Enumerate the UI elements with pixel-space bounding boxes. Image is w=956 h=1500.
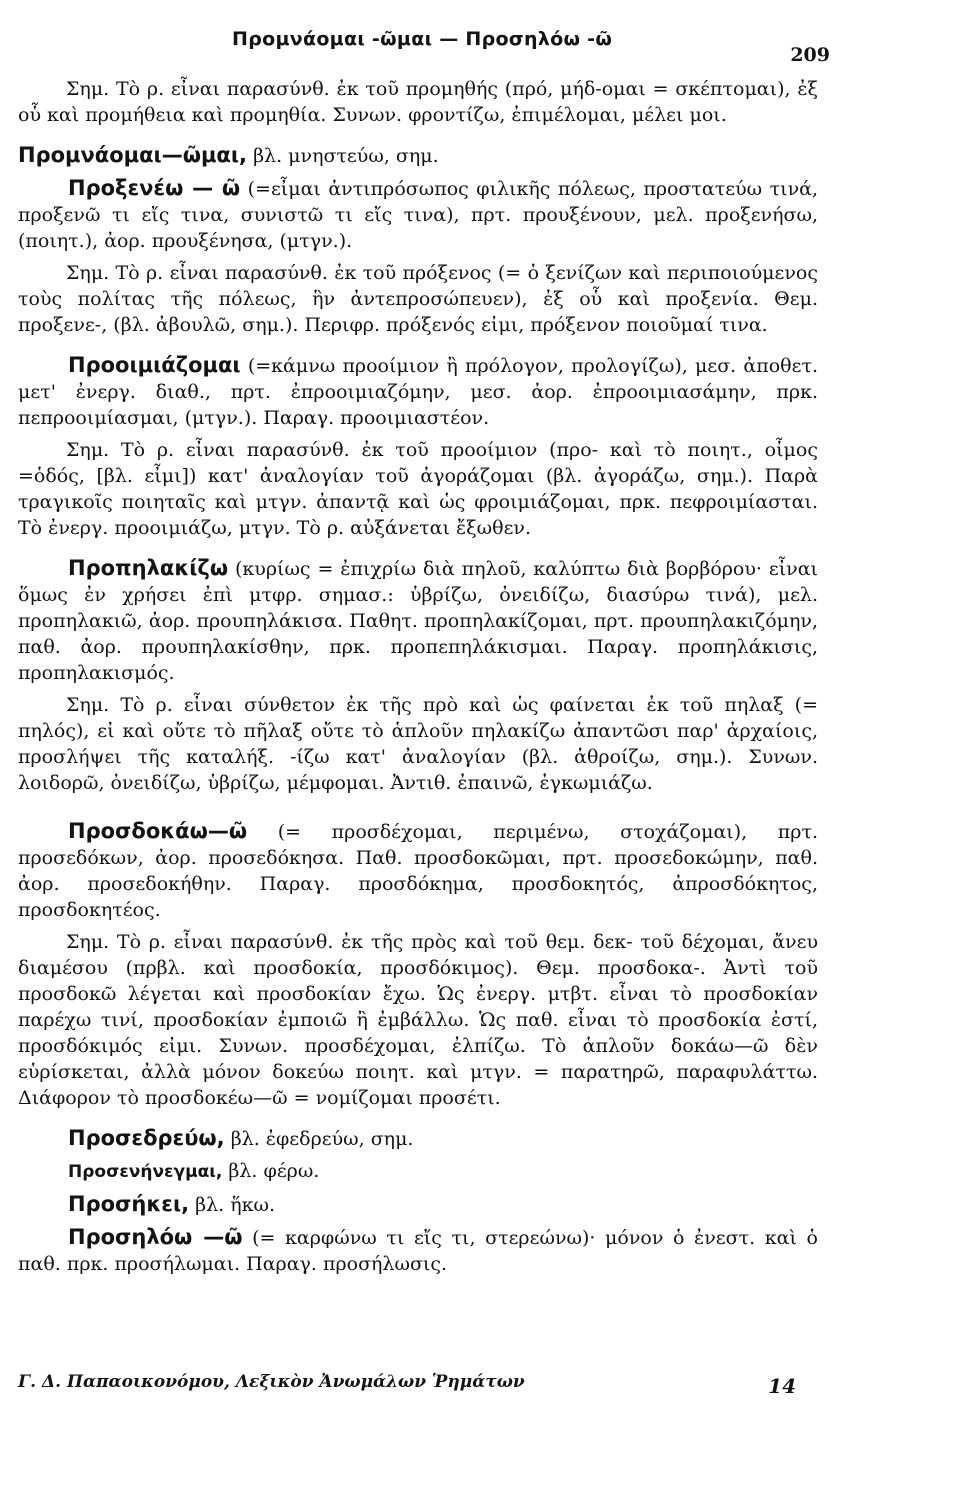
entry-text: (=κάμνω προοίμιον ἢ πρόλογον, προλογίζω), μεσ. ἀποθετ. μετ' ἐνεργ. διαθ., πρτ. ἐπροοιμιαζόμην, μεσ. ἀορ. ἐπροοιμιασάμην, πρκ. πεπροοιμίασμαι, (μτγν.). Παραγ. προοιμιαστέον. (18, 355, 818, 429)
note-promethes: Σημ. Τὸ ρ. εἶναι παρασύνθ. ἐκ τοῦ προμηθής (πρό, μήδ-ομαι = σκέπτομαι), ἐξ οὗ καὶ προμήθεια καὶ προμηθία. Συνων. φροντίζω, ἐπιμέλομαι, μέλει μοι. (18, 78, 818, 126)
headword: Προσήκει, (68, 1192, 190, 1216)
headword: Προσηλόω —ῶ (68, 1225, 243, 1249)
headword: Προσεδρεύω, (68, 1126, 225, 1150)
running-head: Προμνάομαι -ῶμαι — Προσηλόω -ῶ (232, 28, 613, 50)
entry-proseloo (18, 1224, 818, 1277)
entry-text: βλ. ἐφεδρεύω, σημ. (230, 1128, 414, 1150)
entry-text: (= προσδέχομαι, περιμένω, στοχάζομαι), πρτ. προσεδόκων, ἀορ. προσεδόκησα. Παθ. προσδοκῶμαι, πρτ. προσεδοκώμην, παθ. ἀορ. προσεδοκήθην. Παραγ. προσδόκημα, προσδοκητός, ἀπροσδόκητος, προσδοκητέος. (18, 821, 818, 921)
entry-text: βλ. ἥκω. (195, 1194, 276, 1216)
headword: Προοιμιάζομαι (68, 353, 241, 377)
entry-proxeneo (18, 175, 818, 254)
note-prosdokao: Σημ. Τὸ ρ. εἶναι παρασύνθ. ἐκ τῆς πρὸς καὶ τοῦ θεμ. δεκ- τοῦ δέχομαι, ἄνευ διαμέσου (πρβλ. καὶ προσδοκία, προσδόκιμος). Θεμ. προσδοκα-. Ἀντὶ τοῦ προσδοκῶ λέγεται καὶ προσδοκίαν ἔχω. Ὡς ἐνεργ. μτβτ. εἶναι τὸ προσδοκίαν παρέχω τινί, προσδοκίαν ἐμποιῶ ἢ ἐμβάλλω. Ὡς παθ. εἶναι τὸ προσδοκία ἐστί, προσδόκιμός εἰμι. Συνων. προσδέχομαι, ἐλπίζω. Τὸ ἁπλοῦν δοκάω—ῶ δὲν εὑρίσκεται, ἀλλὰ μόνον δοκεύω ποιητ. καὶ μτγν. = παρατηρῶ, παραφυλάττω. Διάφορον τὸ προσδοκέω—ῶ = νομίζομαι προσέτι. (18, 931, 818, 1109)
note-proxeneo: Σημ. Τὸ ρ. εἶναι παρασύνθ. ἐκ τοῦ πρόξενος (= ὁ ξενίζων καὶ περιποιούμενος τοὺς πολίτας τῆς πόλεως, ἣν ἀντεπροσώπευεν), ἐξ οὗ καὶ προξενία. Θεμ. προξενε-, (βλ. ἀβουλῶ, σημ.). Περιφρ. πρόξενός εἰμι, πρόξενον ποιοῦμαί τινα. (18, 262, 818, 336)
headword: Προξενέω — ῶ (68, 176, 241, 200)
entry-text: (=εἶμαι ἀντιπρόσωπος φιλικῆς πόλεως, προστατεύω τινά, προξενῶ τι εἴς τινα, συνιστῶ τι εἴς τινα), πρτ. προυξένουν, μελ. προξενήσω, (ποιητ.), ἀορ. προυξένησα, (μτγν.). (18, 178, 818, 252)
footer-signature: Γ. Δ. Παπαοικονόμου, Λεξικὸν Ἀνωμάλων Ῥημάτων (18, 1372, 525, 1392)
page-number: 209 (790, 44, 830, 66)
entry-text: (κυρίως = ἐπιχρίω διὰ πηλοῦ, καλύπτω διὰ βορβόρου· εἶναι ὅμως ἐν χρήσει ἐπὶ μτφρ. σημασ.: ὑβρίζω, ὀνειδίζω, διασύρω τινά), μελ. προπηλακιῶ, ἀορ. προυπηλάκισα. Παθητ. προπηλακίζομαι, πρτ. προυπηλακιζόμην, παθ. ἀορ. προυπηλακίσθην, πρκ. προπεπηλάκισμαι. Παραγ. προπηλάκισις, προπηλακισμός. (18, 558, 818, 684)
entry-prosdokao (18, 818, 818, 923)
page-body (18, 76, 818, 1277)
entry-text: (= καρφώνω τι εἴς τι, στερεώνω)· μόνον ὁ ἐνεστ. καὶ ὁ παθ. πρκ. προσήλωμαι. Παραγ. προσήλωσις. (18, 1227, 818, 1275)
entry-text: βλ. φέρω. (228, 1160, 320, 1182)
headword: Προσδοκάω—ῶ (68, 819, 248, 843)
note-propelakizo: Σημ. Τὸ ρ. εἶναι σύνθετον ἐκ τῆς πρὸ καὶ ὡς φαίνεται ἐκ τοῦ πηλαξ (= πηλός), εἰ καὶ οὔτε τὸ πῆλαξ οὔτε τὸ ἁπλοῦν πηλακίζω ἀπαντῶσι παρ' ἀρχαίοις, προσλήψει τῆς καταλήξ. -ίζω κατ' ἀναλογίαν (βλ. ἀθροίζω, σημ.). Συνων. λοιδορῶ, ὀνειδίζω, ὑβρίζω, μέμφομαι. Ἀντιθ. ἐπαινῶ, ἐγκωμιάζω. (18, 694, 818, 794)
entry-prosedreuo (18, 1125, 818, 1152)
sheet-number: 14 (768, 1374, 796, 1398)
entry-promnaomai (18, 142, 818, 169)
entry-propelakizo (18, 555, 818, 686)
entry-text: βλ. μνηστεύω, σημ. (253, 145, 439, 167)
headword: Προπηλακίζω (68, 556, 229, 580)
entry-prosenenegmai (18, 1158, 818, 1185)
note-prooimiazomai: Σημ. Τὸ ρ. εἶναι παρασύνθ. ἐκ τοῦ προοίμιον (προ- καὶ τὸ ποιητ., οἶμος =ὁδός, [βλ. εἶμι]) κατ' ἀναλογίαν τοῦ ἀγοράζομαι (βλ. ἀγοράζω, σημ.). Παρὰ τραγικοῖς ποιηταῖς καὶ μτγν. ἀπαντᾷ καὶ ὡς φροιμιάζομαι, πρκ. πεφροιμίασται. Τὸ ἐνεργ. προοιμιάζω, μτγν. Τὸ ρ. αὐξάνεται ἔξωθεν. (18, 439, 818, 539)
headword: Προσενήνεγμαι, (68, 1162, 223, 1182)
entry-prosekei (18, 1191, 818, 1218)
headword: Προμνάομαι—ῶμαι, (18, 143, 248, 167)
entry-prooimiazomai (18, 352, 818, 431)
